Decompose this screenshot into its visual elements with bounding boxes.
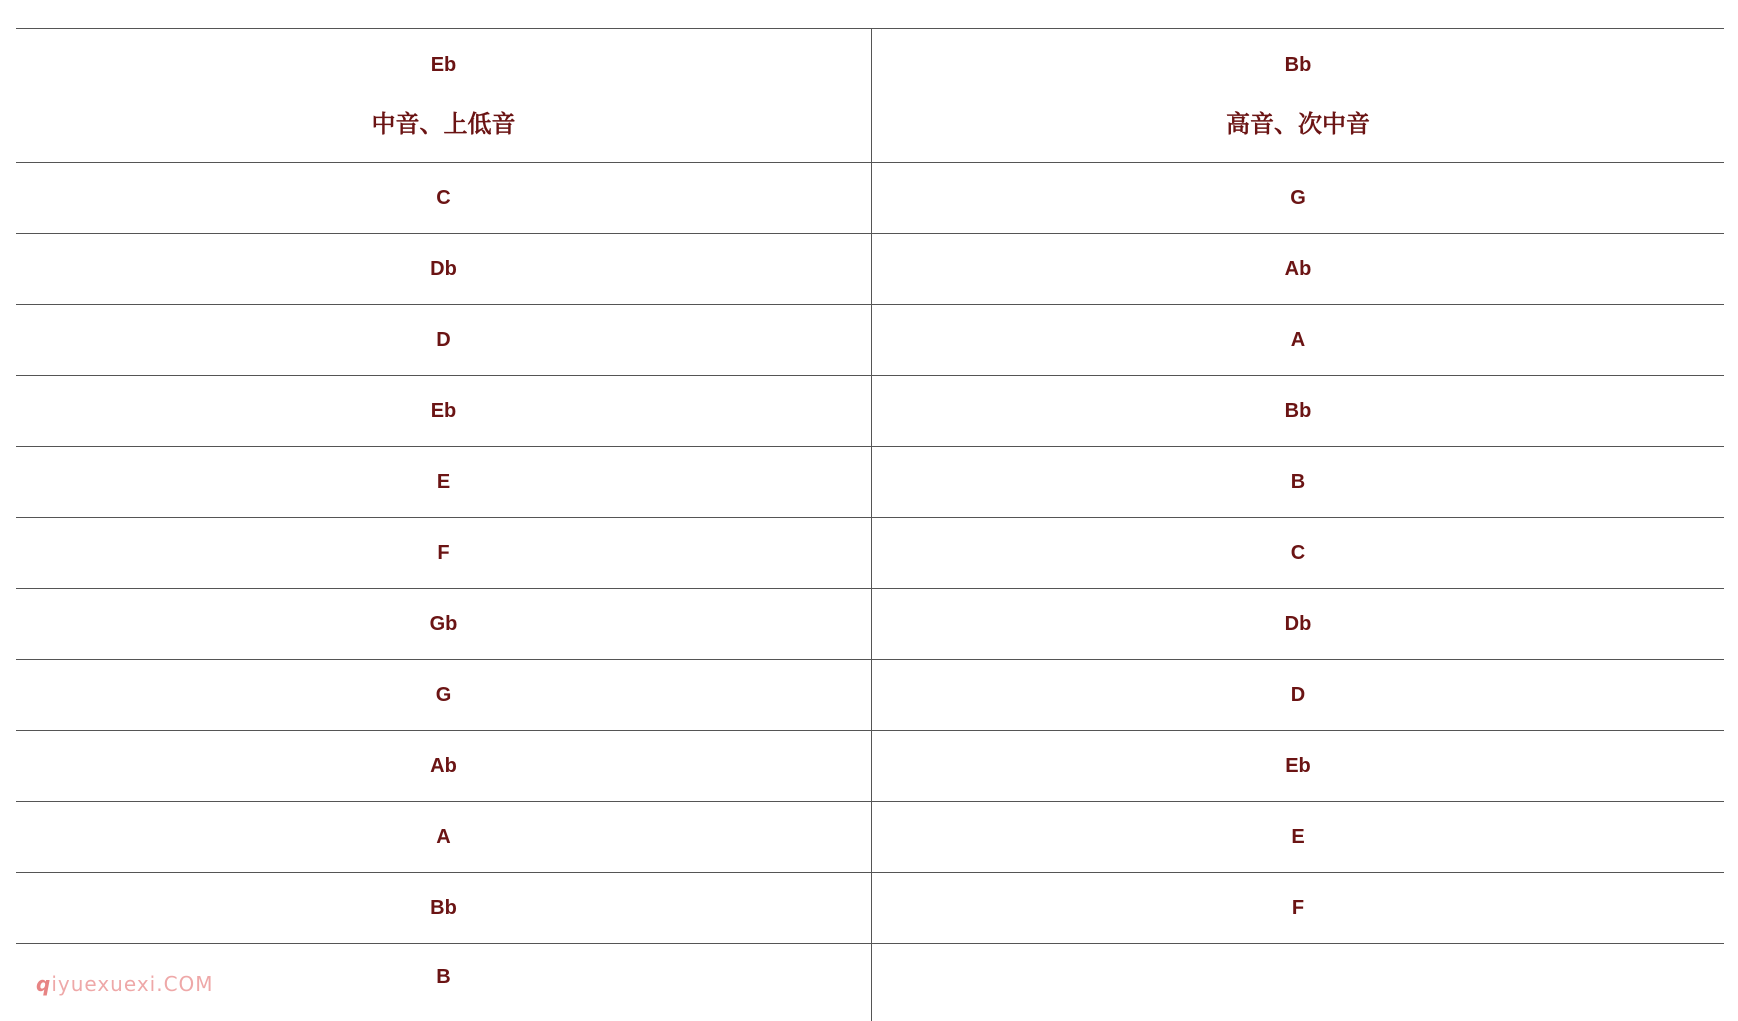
header-cell-right bbox=[872, 29, 1725, 163]
table-row bbox=[16, 376, 1724, 447]
table-row bbox=[16, 518, 1724, 589]
table-row bbox=[16, 873, 1724, 944]
left-note-cell: Gb bbox=[16, 589, 872, 660]
table-row bbox=[16, 234, 1724, 305]
watermark-text: iyuexuexi.COM bbox=[51, 972, 213, 996]
left-note-cell: Db bbox=[16, 234, 872, 305]
right-note-cell: E bbox=[872, 802, 1725, 873]
right-note-cell-empty bbox=[872, 944, 1725, 1021]
left-note-cell: Eb bbox=[16, 376, 872, 447]
left-note-cell: B bbox=[16, 944, 872, 1021]
table-row bbox=[16, 802, 1724, 873]
table-row-last bbox=[16, 944, 1724, 1021]
right-note-cell: B bbox=[872, 447, 1725, 518]
table-row bbox=[16, 731, 1724, 802]
right-note-cell: Eb bbox=[872, 731, 1725, 802]
site-watermark bbox=[36, 972, 214, 996]
right-note-cell: Ab bbox=[872, 234, 1725, 305]
right-key-label: Bb bbox=[872, 55, 1724, 75]
table-row bbox=[16, 163, 1724, 234]
left-range-label: 中音、上低音 bbox=[16, 113, 871, 137]
left-note-cell: D bbox=[16, 305, 872, 376]
right-note-cell: A bbox=[872, 305, 1725, 376]
right-note-cell: Db bbox=[872, 589, 1725, 660]
table-row bbox=[16, 305, 1724, 376]
left-note-cell: Ab bbox=[16, 731, 872, 802]
right-note-cell: G bbox=[872, 163, 1725, 234]
left-note-cell: F bbox=[16, 518, 872, 589]
right-range-label: 高音、次中音 bbox=[872, 113, 1724, 137]
table-row bbox=[16, 660, 1724, 731]
left-note-cell: C bbox=[16, 163, 872, 234]
left-note-cell: Bb bbox=[16, 873, 872, 944]
table-row bbox=[16, 447, 1724, 518]
watermark-lead: q bbox=[36, 972, 51, 996]
left-note-cell: A bbox=[16, 802, 872, 873]
right-note-cell: C bbox=[872, 518, 1725, 589]
left-note-cell: G bbox=[16, 660, 872, 731]
right-note-cell: D bbox=[872, 660, 1725, 731]
right-note-cell: F bbox=[872, 873, 1725, 944]
left-note-cell: E bbox=[16, 447, 872, 518]
header-row bbox=[16, 29, 1724, 163]
header-cell-left bbox=[16, 29, 872, 163]
table-row bbox=[16, 589, 1724, 660]
transposition-table bbox=[16, 28, 1724, 1021]
left-key-label: Eb bbox=[16, 55, 871, 75]
right-note-cell: Bb bbox=[872, 376, 1725, 447]
